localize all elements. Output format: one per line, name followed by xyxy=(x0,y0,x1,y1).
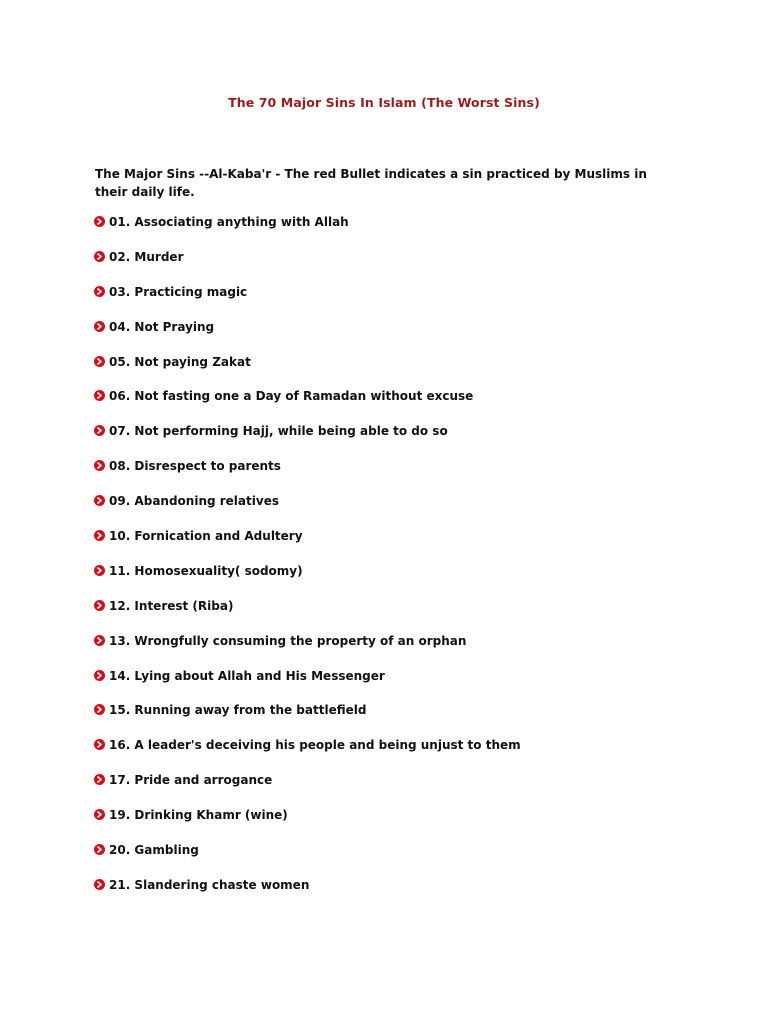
sin-text: 20. Gambling xyxy=(109,843,199,858)
sin-text: 07. Not performing Hajj, while being able to do so xyxy=(109,424,448,439)
sin-list-item xyxy=(94,563,521,598)
sin-list-item xyxy=(94,388,521,423)
red-chevron-bullet-icon xyxy=(94,600,105,611)
red-chevron-bullet-icon xyxy=(94,809,105,820)
sin-list-item xyxy=(94,319,521,354)
red-chevron-bullet-icon xyxy=(94,495,105,506)
red-chevron-bullet-icon xyxy=(94,635,105,646)
sin-list-item xyxy=(94,528,521,563)
sin-text: 17. Pride and arrogance xyxy=(109,773,273,788)
red-chevron-bullet-icon xyxy=(94,286,105,297)
red-chevron-bullet-icon xyxy=(94,390,105,401)
red-chevron-bullet-icon xyxy=(94,879,105,890)
sin-text: 08. Disrespect to parents xyxy=(109,459,281,474)
sin-list-item xyxy=(94,458,521,493)
red-chevron-bullet-icon xyxy=(94,216,105,227)
sin-list-item xyxy=(94,807,521,842)
red-chevron-bullet-icon xyxy=(94,460,105,471)
sin-text: 21. Slandering chaste women xyxy=(109,877,310,892)
sin-text: 04. Not Praying xyxy=(109,319,215,334)
sin-list-item xyxy=(94,702,521,737)
sin-text: 06. Not fasting one a Day of Ramadan without excuse xyxy=(109,389,474,404)
red-chevron-bullet-icon xyxy=(94,425,105,436)
sin-list-item xyxy=(94,633,521,668)
intro-paragraph: The Major Sins --Al-Kaba'r - The red Bullet indicates a sin practiced by Muslims in their daily life. xyxy=(95,167,647,199)
sin-list xyxy=(94,214,521,912)
red-chevron-bullet-icon xyxy=(94,530,105,541)
red-chevron-bullet-icon xyxy=(94,844,105,855)
sin-list-item xyxy=(94,284,521,319)
red-chevron-bullet-icon xyxy=(94,356,105,367)
sin-list-item xyxy=(94,423,521,458)
red-chevron-bullet-icon xyxy=(94,565,105,576)
sin-text: 15. Running away from the battlefield xyxy=(109,703,367,718)
red-chevron-bullet-icon xyxy=(94,739,105,750)
sin-text: 16. A leader's deceiving his people and being unjust to them xyxy=(109,738,521,753)
sin-text: 05. Not paying Zakat xyxy=(109,354,251,369)
sin-list-item xyxy=(94,877,521,912)
sin-list-item xyxy=(94,598,521,633)
sin-text: 12. Interest (Riba) xyxy=(109,598,234,613)
sin-text: 09. Abandoning relatives xyxy=(109,494,279,509)
sin-list-item xyxy=(94,249,521,284)
sin-list-item xyxy=(94,493,521,528)
sin-text: 14. Lying about Allah and His Messenger xyxy=(109,668,385,683)
sin-list-item xyxy=(94,668,521,703)
sin-list-item xyxy=(94,354,521,389)
red-chevron-bullet-icon xyxy=(94,704,105,715)
red-chevron-bullet-icon xyxy=(94,321,105,332)
page-title: The 70 Major Sins In Islam (The Worst Sins) xyxy=(228,95,540,110)
sin-text: 19. Drinking Khamr (wine) xyxy=(109,808,288,823)
sin-text: 01. Associating anything with Allah xyxy=(109,215,349,229)
sin-list-item xyxy=(94,214,521,249)
red-chevron-bullet-icon xyxy=(94,774,105,785)
sin-list-item xyxy=(94,737,521,772)
sin-text: 10. Fornication and Adultery xyxy=(109,529,303,544)
red-chevron-bullet-icon xyxy=(94,251,105,262)
sin-text: 02. Murder xyxy=(109,249,184,264)
sin-text: 11. Homosexuality( sodomy) xyxy=(109,563,303,578)
sin-text: 13. Wrongfully consuming the property of an orphan xyxy=(109,633,467,648)
sin-text: 03. Practicing magic xyxy=(109,284,248,299)
sin-list-item xyxy=(94,842,521,877)
red-chevron-bullet-icon xyxy=(94,670,105,681)
sin-list-item xyxy=(94,772,521,807)
